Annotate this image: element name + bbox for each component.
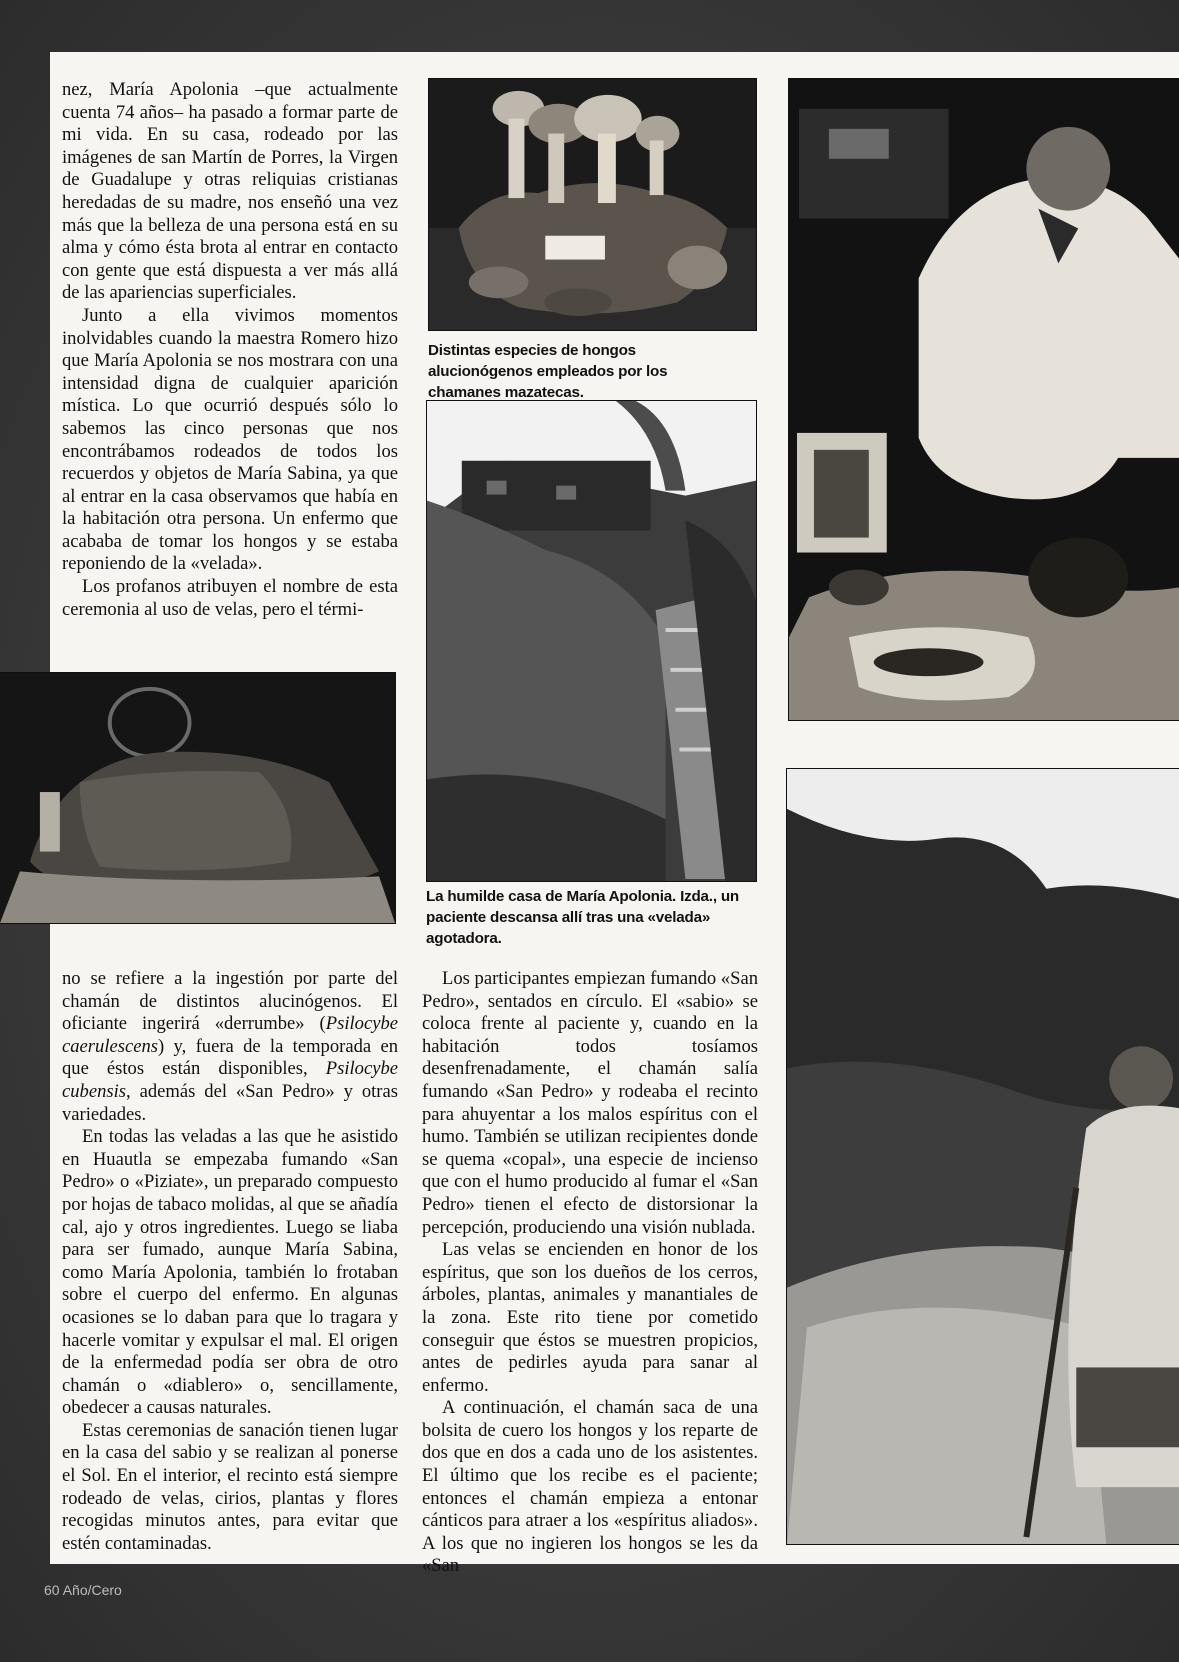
text-run: , además del «San Pedro» y otras variedades. [62,1080,398,1125]
paragraph: Los participantes empiezan fumando «San Pedro», sentados en círculo. El «sabio» se coloca frente al paciente y, cuando en la habitación todos tosíamos desenfrenadamente, el chamán salía fumando «San Pedro» y rodeaba el recinto para ahuyentar a los malos espíritus con el humo. También se utilizan recipientes donde se quema «copal», una especie de incienso que con el humo producido al fumar el «San Pedro» tienen el efecto de distorsionar la percepción, produciendo una visión nublada. [422,968,758,1238]
paragraph: nez, María Apolonia –que actualmente cuenta 74 años– ha pasado a formar parte de mi vida. En su casa, rodeado por las imágenes de san Martín de Porres, la Virgen de Guadalupe y otras reliquias cristianas heredadas de su madre, nos enseñó una vez más que la belleza de una persona está en su alma y cómo ésta brota al entrar en contacto con gente que está dispuesta a ver más allá de las apariencias superficiales. [62,79,398,304]
mushrooms-caption: Distintas especies de hongos alucionógenos empleados por los chamanes mazatecas. [428,342,668,401]
paragraph: A continuación, el chamán saca de una bolsita de cuero los hongos y los reparte de dos que en dos a cada uno de los asistentes. El último que los recibe es el paciente; entonces el chamán empieza a entonar cánticos para atraer a los «espíritus aliados». A los que no ingieren los hongos se les da «San [422,1397,758,1577]
house-photo [426,400,757,882]
house-caption: La humilde casa de María Apolonia. Izda., un paciente descansa allí tras una «velada» agotadora. [426,888,740,947]
text-run: ) y, fuera de la temporada en que éstos están disponibles, [62,1035,398,1080]
paragraph [62,968,398,1126]
paragraph: Junto a ella vivimos momentos inolvidables cuando la maestra Romero hizo que María Apolonia se nos mostrara con una intensidad digna de cualquier aparición mística. Lo que ocurrió después sólo lo sabemos las cinco personas que nos encontrábamos rodeados de todos los recuerdos y objetos de María Sabina, ya que al entrar en la casa observamos que había en la habitación otra persona. Un enfermo que acababa de tomar los hongos y se estaba reponiendo de la «velada». [62,304,398,575]
mushrooms-photo [428,78,757,331]
page-folio: 60 Año/Cero [44,1582,122,1598]
column-1-bottom-text [62,968,398,1555]
column-2-bottom-text [422,968,758,1578]
paragraph: Las velas se encienden en honor de los espíritus, que son los dueños de los cerros, árboles, plantas, animales y manantiales de la zona. Este rito tiene por cometido conseguir que éstos se muestren propicios, antes de pedirles ayuda para sanar al enfermo. [422,1239,758,1396]
patient-resting-photo [0,672,396,924]
species-name: Psilocybe caerulescens [62,1013,398,1057]
column-1-top-text [62,79,398,621]
shaman-photo [788,78,1179,721]
species-name: Psilocybe cubensis [62,1058,398,1102]
old-woman-photo [786,768,1179,1545]
paragraph: Estas ceremonias de sanación tienen lugar en la casa del sabio y se realizan al ponerse el Sol. En el interior, el recinto está siempre rodeado de velas, cirios, plantas y flores recogidas minutos antes, para evitar que estén contaminadas. [62,1419,398,1554]
paragraph: En todas las veladas a las que he asistido en Huautla se empezaba fumando «San Pedro» o «Piziate», un preparado compuesto por hojas de tabaco molidas, al que se añadía cal, ajo y otros ingredientes. Luego se liaba para ser fumado, aunque María Sabina, como María Apolonia, también lo frotaban sobre el cuerpo del enfermo. En algunas ocasiones se lo daban para que lo tragara y hacerle vomitar y expulsar el mal. El origen de la enfermedad podía ser obra de otro chamán o «diablero» o, sencillamente, obedecer a causas naturales. [62,1126,398,1419]
text-run: no se refiere a la ingestión por parte del chamán de distintos alucinógenos. El oficiante ingerirá «derrumbe» ( [62,968,398,1035]
paragraph: Los profanos atribuyen el nombre de esta ceremonia al uso de velas, pero el térmi- [62,576,398,620]
